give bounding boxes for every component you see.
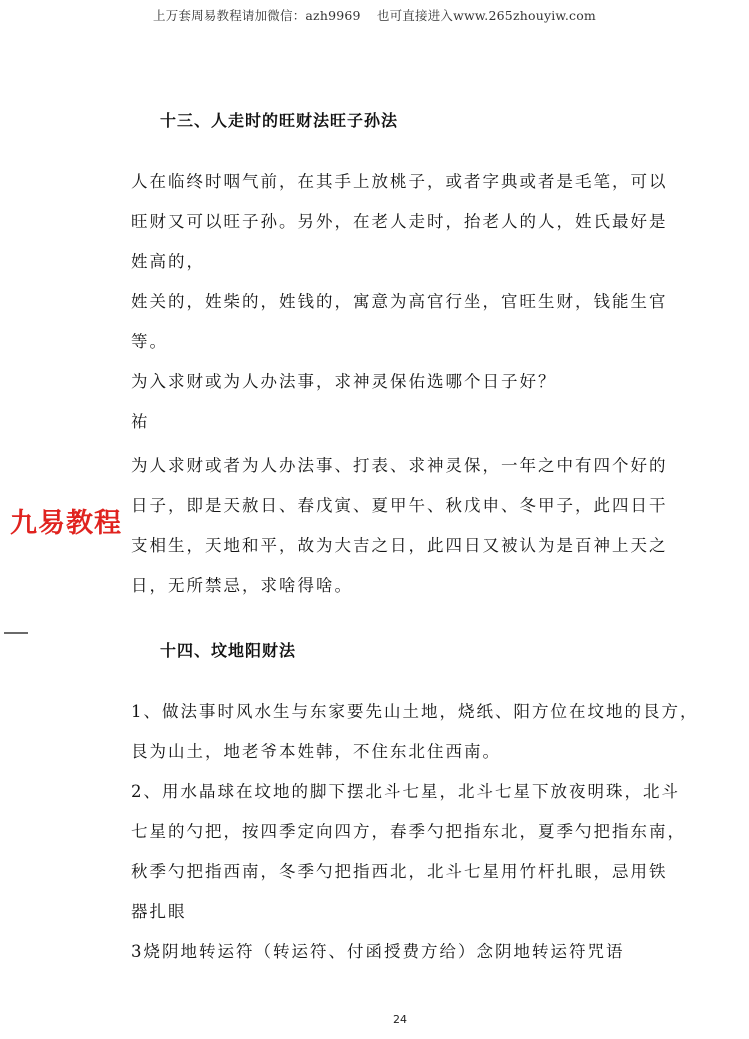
scan-margin-mark xyxy=(4,632,28,634)
section-13-heading: 十三、人走时的旺财法旺子孙法 xyxy=(160,111,399,130)
text-line: 2、用水晶球在坟地的脚下摆北斗七星，北斗七星下放夜明珠，北斗 xyxy=(131,782,680,801)
section-13-question xyxy=(131,362,671,402)
header-promo-text: 上万套周易教程请加微信：azh9969 xyxy=(153,8,361,23)
text-line: 为入求财或为人办法事，求神灵保佑选哪个日子好？ xyxy=(131,372,557,391)
text-line: 日子，即是天赦日、春戊寅、夏甲午、秋戊申、冬甲子，此四日干 xyxy=(131,496,668,515)
text-line: 祐 xyxy=(131,412,150,431)
watermark-logo: 九易教程 xyxy=(8,501,124,540)
text-line: 七星的勺把，按四季定向四方，春季勺把指东北，夏季勺把指东南， xyxy=(131,822,686,841)
text-line: 支相生，天地和平，故为大吉之日，此四日又被认为是百神上天之 xyxy=(131,536,668,555)
header-site-text: 也可直接进入www.265zhouyiw.com xyxy=(376,8,596,23)
page-header xyxy=(0,6,749,24)
section-14-item-1 xyxy=(131,692,699,772)
section-14-item-3 xyxy=(131,932,671,972)
text-line: 日，无所禁忌，求啥得啥。 xyxy=(131,576,353,595)
section-13-paragraph-2 xyxy=(131,282,671,362)
section-13-fragment xyxy=(131,402,671,442)
text-line: 人在临终时咽气前，在其手上放桃子，或者字典或者是毛笔，可以 xyxy=(131,172,668,191)
section-14-item-2 xyxy=(131,772,686,932)
section-13-answer xyxy=(131,446,671,606)
text-line: 姓高的， xyxy=(131,252,205,271)
text-line: 姓关的，姓柴的，姓钱的，寓意为高官行坐，官旺生财，钱能生官 xyxy=(131,292,668,311)
page-number: 24 xyxy=(393,1013,407,1026)
text-line: 艮为山土，地老爷本姓韩，不住东北住西南。 xyxy=(131,742,501,761)
text-line: 旺财又可以旺子孙。另外，在老人走时，抬老人的人，姓氏最好是 xyxy=(131,212,668,231)
text-line: 3烧阴地转运符（转运符、付函授费方给）念阴地转运符咒语 xyxy=(131,942,625,961)
text-line: 器扎眼 xyxy=(131,902,187,921)
text-line: 秋季勺把指西南，冬季勺把指西北，北斗七星用竹杆扎眼，忌用铁 xyxy=(131,862,668,881)
text-line: 1、做法事时风水生与东家要先山土地，烧纸、阳方位在坟地的艮方， xyxy=(131,702,699,721)
section-14-heading: 十四、坟地阳财法 xyxy=(160,641,297,660)
text-line: 等。 xyxy=(131,332,168,351)
section-13-paragraph-1 xyxy=(131,162,671,282)
text-line: 为人求财或者为人办法事、打表、求神灵保，一年之中有四个好的 xyxy=(131,456,668,475)
